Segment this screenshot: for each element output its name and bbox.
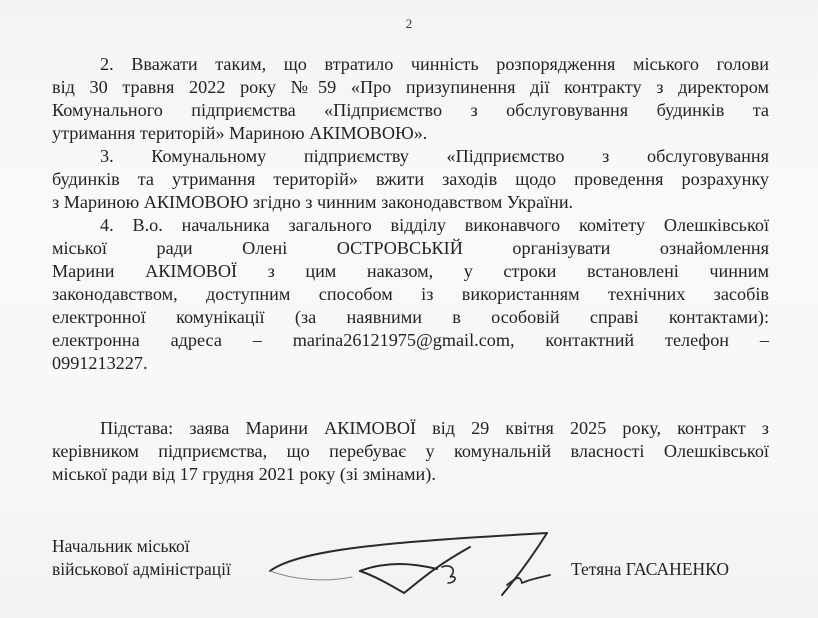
text-line: утримання територій» Мариною АКІМОВОЮ». [52, 123, 428, 143]
text-line: керівником підприємства, що перебуває у комунальній власності Олешківської [52, 441, 769, 461]
page-number: 2 [405, 16, 413, 31]
signatory-name: Тетяна ГАСАНЕНКО [571, 559, 730, 579]
document-body [52, 54, 769, 487]
text-line: з Мариною АКІМОВОЮ згідно з чинним законодавством України. [52, 192, 574, 212]
text-line: міської ради Олені ОСТРОВСЬКІЙ організувати ознайомлення [52, 238, 769, 258]
handwritten-signature-icon [212, 527, 572, 607]
paragraph-item-2 [52, 54, 769, 146]
phone-number-line: 0991213227. [52, 353, 148, 373]
text-line: від 30 травня 2022 року №59 «Про призупинення дії контракту з директором [52, 77, 769, 97]
text-line: 4. В.о. начальника загального відділу виконавчого комітету Олешківської [100, 215, 769, 235]
text-line: Комунального підприємства «Підприємство з обслуговування будинків та [52, 100, 769, 120]
email-phone-line: електронна адреса – marina26121975@gmail.com, контактний телефон – [52, 330, 769, 350]
signature-block [52, 535, 769, 605]
signatory-title [52, 535, 231, 581]
paragraph-item-3 [52, 146, 769, 215]
signatory-title-line-2: військової адміністрації [52, 559, 231, 579]
text-line: електронної комунікації (за наявними в особовій справі контактами): [52, 307, 769, 327]
text-line: Марини АКІМОВОЇ з цим наказом, у строки встановлені чинним [52, 261, 769, 281]
text-line: будинків та утримання територій» вжити заходів щодо проведення розрахунку [52, 169, 769, 189]
paragraph-item-4 [52, 215, 769, 376]
text-line: Підстава: заява Марини АКІМОВОЇ від 29 квітня 2025 року, контракт з [100, 418, 769, 438]
text-line: міської ради від 17 грудня 2021 року (зі змінами). [52, 464, 436, 484]
text-line: законодавством, доступним способом із використанням технічних засобів [52, 284, 769, 304]
signatory-title-line-1: Начальник міської [52, 536, 190, 556]
text-line: 3. Комунальному підприємству «Підприємство з обслуговування [100, 146, 769, 166]
text-line: 2. Вважати таким, що втратило чинність розпорядження міського голови [100, 54, 769, 74]
paragraph-basis [52, 418, 769, 487]
